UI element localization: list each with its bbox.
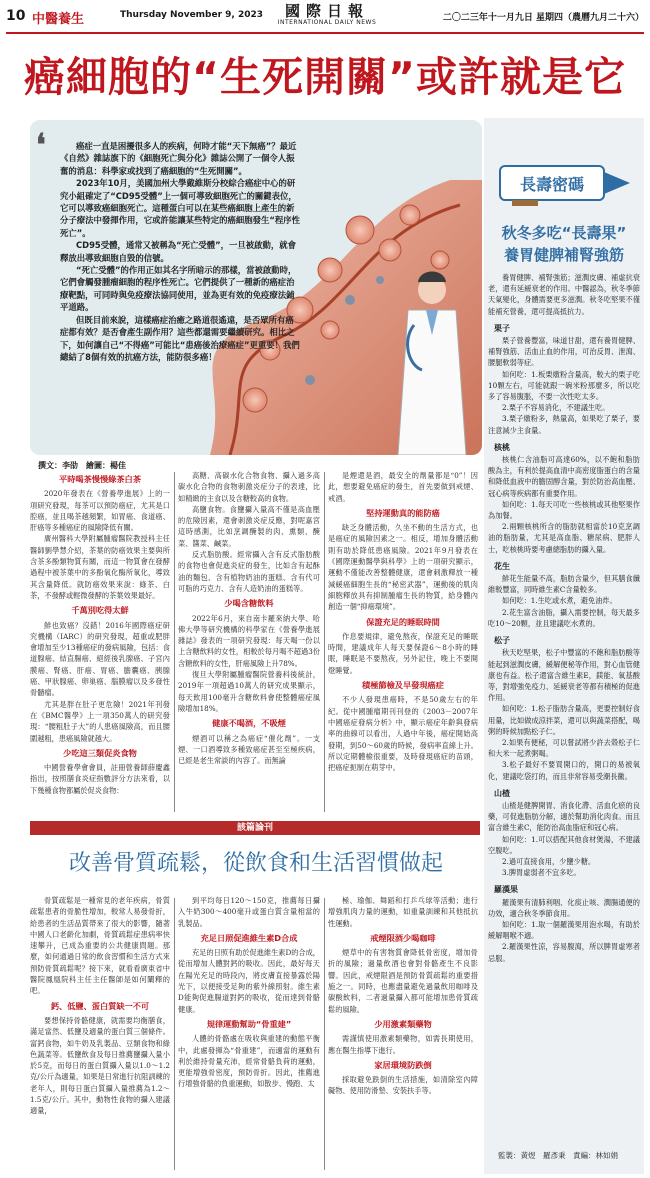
paragraph: 中國營養學會會員，註冊營養師薛慶鑫指出，按照膳食炎症指數評分方法來看，以下幾種食物都屬於促炎食物： <box>30 763 170 795</box>
right-sections <box>488 323 640 964</box>
right-title-1: 秋冬多吃“長壽果” <box>501 224 627 242</box>
header-rule <box>6 32 644 34</box>
right-title-2: 養胃健脾補腎強筋 <box>503 246 624 264</box>
date-english: Thursday November 9, 2023 <box>120 10 264 20</box>
page-header <box>0 0 650 36</box>
article-column-3 <box>328 470 478 815</box>
paragraph: 煙草中的有害物質會降低骨密度，增加骨折的風險；過量飲酒也會對骨骼產生不良影響。因此，戒煙限酒是預防骨質疏鬆的重要措施之一。同時，也應盡量避免過量飲用咖啡及碳酸飲料，二者過量攝入都可能增加患骨質疏鬆的風險。 <box>328 948 478 1014</box>
right-paragraph: 2.花生富含油脂，攝入需要控制，每天最多吃10～20顆，並且建議吃水煮的。 <box>488 607 640 628</box>
bottom-column-1 <box>30 895 170 1173</box>
right-paragraph: 如何吃：1.每天可吃一些核桃或其他堅果作為加餐。 <box>488 499 640 521</box>
paragraph: 作息要規律，避免熬夜，保證充足的睡眠時間，建議成年人每天要保證6～8小時的睡眠，睡眠是不要熬夜，另外記住，晚上不要開燈睡覺。 <box>328 631 478 675</box>
subheading: 充足日照促進維生素D合成 <box>200 932 298 943</box>
right-paragraph: 如何吃：1.松子脂肪含量高，更要控制好食用量，比如做成涼拌菜，還可以與蔬菜搭配，喝粥的時候加點松子仁。 <box>488 704 640 736</box>
paragraph: 高鹽食物。食鹽攝入量高不僅是高血壓的危險因素，還會刺激炎症反應，對呢嘉宮這時感測，比如烹調醃製的肉、熏類、醃菜、醬菜、鹹菜。 <box>178 504 320 548</box>
paragraph: 是煙還是酒，最安全的劑量都是“0”！因此，想要避免癌症的發生，首先要做到戒煙、戒酒。 <box>328 471 478 503</box>
right-paragraph: 秋天吃堅果，松子中豐富的不飽和脂肪酸等能起到滋潤皮膚，緩解便秘等作用，對心血管健康也有益。松子還富含維生素E，鎂能、氧基酸等，對增強免疫力、延緩衰老等都有積極的促進作用。 <box>488 648 640 703</box>
section-band-label: 該篇論刊 <box>200 821 310 835</box>
column-divider <box>174 898 175 1170</box>
intro-paragraph: CD95受體，通常又被稱為“死亡受體”，一旦被啟動，就會釋放出導致細胞自毀的信號。 <box>60 240 297 263</box>
right-paragraph: 2.兩顆核桃所含的脂肪就相當於10克烹調油的脂肪量，尤其是高血脂、糖尿病、肥胖人士，吃核桃時要考慮總脂肪的攝入量。 <box>488 522 640 554</box>
right-paragraph: 2.羅漢果性涼，容易腹瀉，所以脾胃虛寒者忌服。 <box>488 942 640 963</box>
subheading: 健康不喝酒，不吸煙 <box>212 718 286 729</box>
right-subheading: 松子 <box>494 636 510 646</box>
right-intro: 養胃健脾、補腎強筋；滋潤皮膚、補虛抗衰老，還有延緩衰老的作用。中醫認為，秋冬季節天氣變化，身體需要更多滋潤。秋冬吃堅果不僅能補充營養，還可提高抵抗力。 <box>488 273 640 316</box>
paragraph: 充足的日照有助於促進維生素D的合成，從而增加人體對鈣的吸收。因此，最好每天在陽光充足的時段內，將皮膚直接暴露於陽光下，以便接受足夠的紫外線照射。維生素D能夠促進腸道對鈣的吸收，從而達到骨骼健康。 <box>178 948 320 1014</box>
paragraph: 鮮也致癌？沒錯！2016年國際癌症研究機構（IARC）的研究發現，超重或肥胖會增加至少13種癌症的發病風險，包括：食道腺癌、結直腸癌、絕經後乳腺癌、子宮內膜癌、腎癌、肝癌、胃癌、膽囊癌、胰腺癌、甲狀腺癌、卵巢癌、腦膜瘤以及多發性骨髓瘤。 <box>30 620 170 698</box>
paragraph: 骨質疏鬆是一種常見的老年疾病，骨質疏鬆患者的骨脆性增加，較常人易發骨折，給患者的生活品質帶來了很大的影響，隨著中國人口老齡化加劇，骨質疏鬆症患病率快速攀升，已成為重要的公共健康問題。那麼，如何通過日常的飲食習慣和生活方式來預防骨質疏鬆呢？接下來，就看看廣東省中醫院鳳凰院科主任主任醫師是如何闡釋的吧。 <box>30 896 170 996</box>
subheading: 家居環境防跌倒 <box>374 1059 432 1070</box>
right-paragraph: 栗子營養豐富，味道甘甜，還有養胃健脾、補腎強筋、活血止血的作用，可治反胃、泄瀉、腰腿軟弱等症。 <box>488 336 640 368</box>
paragraph: 2020年發表在《營養學進展》上的一項研究發現，每茶可以預防癌症，尤其是口腔癌，並且喝茶越頻繁，如胃癌、食道癌、肝癌等多種癌症的風險降低有關。 <box>30 489 170 533</box>
right-paragraph: 核桃仁含油脂可高達60%，以不飽和脂肪酸為主，有利於提高血清中高密度脂蛋白的含量和降低血液中的膽固醇含量，對於防治高血壓、冠心病等疾病都有重要作用。 <box>488 455 640 498</box>
subheading: 堅持運動真的能防癌 <box>366 507 440 518</box>
second-headline: 改善骨質疏鬆，從飲食和生活習慣做起 <box>68 851 443 876</box>
right-subheading: 栗子 <box>494 323 510 333</box>
paragraph: 採取避免跌倒的生活措施，如清除室內障礙物、使用防滑墊、安裝扶手等。 <box>328 1075 478 1096</box>
right-paragraph: 羅漢果有清肺利咽、化痰止咳、潤腸通便的功效，適合秋冬季節食用。 <box>488 897 640 918</box>
masthead-name: 國際日報 <box>284 2 369 20</box>
right-paragraph: 3.栗子燉粉多，熱量高，如果吃了栗子，要注意減少主食量。 <box>488 414 640 435</box>
intro-paragraph: 但既目前來說，這樣癌症治癒之路道很遙遠，是否眾所有癌症都有效？是否會產生副作用？這些都還需要繼續研究。相比之下，如何讓自己“不得癌”可能比“患癌後治療癌症”更重要！我們總結了8個有效的抗癌方法，能防很多癌！ <box>60 314 300 362</box>
feature-intro <box>60 140 300 363</box>
quote-mark-icon: ❛ <box>36 128 46 163</box>
paragraph: 煙酒可以稱之為癌症“催化劑”。一支煙、一口酒導致多種致癌症甚至至極疾病，已經是老生常談的內容了。而無論 <box>178 733 320 766</box>
paragraph: 需謹慎使用激素類藥物，如需長期使用，應在醫生指導下進行。 <box>328 1034 478 1055</box>
bottom-column-3 <box>328 895 478 1173</box>
paragraph: 極、瑜伽、舞蹈和打乒乓球等活動；進行增強肌肉力量的運動，如重量訓練和其他抵抗性運動。 <box>328 896 478 928</box>
subheading: 保證充足的睡眠時間 <box>366 616 440 627</box>
paragraph: 要想保持骨骼健康，就需要均衡膳食，滿足當然、低鹽及適量的蛋白質三個條件。富鈣食物，如牛奶及乳製品、豆類食物和綠色蔬菜等。低鹽飲食及每日推薦鹽攝入量小於5克，而每日的蛋白質攝入量以1.0～1.2克/公斤為適量，如果是日常進行抗阻訓練的老年人，則每日蛋白質攝入量推薦為1.2～1.5克/公斤。其中，動物性食物的攝入建議適量， <box>30 1015 170 1116</box>
right-subheading: 花生 <box>494 561 510 571</box>
right-paragraph: 鮮花生能量不高，脂肪含量少，但其膳食纖維較豐富，同時維生素C含量較多。 <box>488 574 640 595</box>
intro-paragraph: 癌症一直是困擾很多人的疾病，何時才能“天下無癌”？最近《自然》雜誌旗下的《細胞死亡與分化》雜誌公開了一個令人振奮的消息：科學家或找到了癌細胞的“生死開關”。 <box>60 141 297 176</box>
bottom-column-2 <box>178 895 320 1173</box>
byline: 撰文：李劭 繪圖：楊佳 <box>38 461 126 470</box>
right-paragraph: 山楂是健脾開胃、消食化滯、活血化瘀的良藥，可促進脂肪分解，適於幫助消化肉食。而且富含維生素C，能防治高血脂症和冠心病。 <box>488 800 640 833</box>
right-paragraph: 如何吃：1.生吃或水煮，避免油炸。 <box>502 596 617 606</box>
paragraph: 尤其是胖在肚子更危險！2021年刊發在《BMC醫學》上一項350萬人的研究發現：“腰粗肚子大”的人患癌風險高，而且腰圍越粗，患癌風險就越大。 <box>30 699 170 743</box>
editor-credit: 監製：黃煜 羅彥秉 責編：林如娟 <box>498 1151 618 1160</box>
right-paragraph: 2.栗子不容易消化，不建議生吃。 <box>502 403 610 413</box>
paragraph: 人體的骨骼處在吸收與重建的動態平衡中，此處發揮為“骨重建”，而適當的運動有利於維持骨量充沛，經常骨骼負荷的運動，更能增強骨密度，預防骨折。因此，推薦進行增強骨骼的負重運動，如散步、慢跑、太 <box>178 1034 320 1089</box>
intro-paragraph: 2023年10月，美國加州大學戴維斯分校綜合癌症中心的研究小組確定了“CD95受體”上一個可導致細胞死亡的關鍵表位，它可以導致癌細胞死亡。這種蛋白可以在某些癌細胞上產生的新分子療法中發揮作用，它或許能讓某些特定的癌細胞發生“程序性死亡”。 <box>60 178 301 238</box>
masthead <box>252 3 402 26</box>
paragraph: 到平均每日120～150克，推薦每日攝入牛奶300～400毫升或蛋白質含量相當的乳製品。 <box>178 896 320 928</box>
subheading: 積極篩檢及早發現癌症 <box>362 680 444 691</box>
paragraph: 不少人發現患癌時，不是50歲左右的年紀。從中國腫瘤期刊刊登的《2003－2007年中國癌症發病分析》中，顯示癌症年齡與發病率的曲線可以看出，人過中年後，癌症開始高發期，到50～60歲的時候，發病率直線上升。所以定期體檢很重要，及時發現癌症的苗頭，把癌症扼制在萌芽中。 <box>328 695 478 773</box>
right-subheading: 羅漢果 <box>494 885 518 895</box>
right-paragraph: 2.過可直接食用，少鹽少糖。 <box>502 856 596 866</box>
paragraph: 2022年6月，來自南卡羅來納大學、哈佛大學等研究機構的科學家在《營養學進展雜誌》發表的一項研究發現：每天喝一份以上含糖飲料的女性，相較於每月喝不超過3份含糖飲料的女性，肝癌風險上升78%。 <box>178 613 320 668</box>
intro-paragraph: “死亡受體”的作用正如其名字所暗示的那樣，當被啟動時，它們會觸發腫瘤細胞的程序性死亡。它們提供了一種新的癌症治療靶點，可同時與免疫療法協同使用，並為更有效的免疫療法鋪平道路。 <box>60 265 297 313</box>
right-paragraph: 3.脾胃虛弱者不宜多吃。 <box>502 868 581 878</box>
paragraph: 廣州醫科大學附屬腫瘤醫院教授科主任醫師劉學慧介紹，茶葉的防癌效果主要與所含茶多酚類物質有關，而這一物質會在發酵過程中被茶葉中的多酚氧化酶所氧化，導致其含量降低。就防癌效果來說：綠茶、白茶，不發酵或輕微發酵的茶葉效果最好。 <box>30 534 170 600</box>
right-paragraph: 3.松子最好不要買開口的，開口的易被氧化，建議吃袋打的，而且非常容易受潮長黴。 <box>488 760 640 781</box>
subheading: 少用激素類藥物 <box>374 1018 432 1029</box>
masthead-english: INTERNATIONAL DAILY NEWS <box>277 19 377 26</box>
section-name: 中醫養生 <box>32 12 85 27</box>
subheading: 少吃這三類促炎食物 <box>63 747 137 758</box>
longevity-banner <box>498 160 638 208</box>
subheading: 千萬別吃得太鮮 <box>71 605 129 616</box>
article-column-1 <box>30 470 170 815</box>
right-paragraph: 如何吃：1.取一個羅漢果用泡水喝，有助於緩解咽喉不適。 <box>488 919 640 941</box>
headline: 癌細胞的“生死開關”或許就是它 <box>24 53 626 101</box>
right-paragraph: 如何吃：1.板栗燉粉含量高，較大的栗子吃10顆左右，可能就跟一碗米粉那麼多，所以吃多了容易腹脹，不要一次性吃太多。 <box>488 369 640 402</box>
subheading: 平時喝茶慢慢綠茶白茶 <box>59 474 141 484</box>
subheading: 少喝含糖飲料 <box>224 598 274 609</box>
article-column-2 <box>178 470 320 815</box>
banner-text: 長壽密碼 <box>519 175 585 194</box>
right-column <box>488 272 640 964</box>
subheading: 規律運動幫助“骨重建” <box>206 1018 292 1029</box>
column-divider <box>324 898 325 1170</box>
right-subheading: 山楂 <box>494 788 510 798</box>
right-paragraph: 如何吃：1.可以搭配其他食材煲湯，不建議空腹吃。 <box>488 834 640 855</box>
paragraph: 復旦大學附屬腫瘤醫院營養科後統計，2019年一項超過10萬人的研究成果顯示，每天飲用100毫升含糖飲料會使整體癌症風險增加18%。 <box>178 670 320 713</box>
date-chinese: 二〇二三年十一月九日 星期四（農曆九月二十六） <box>442 13 644 23</box>
column-divider <box>324 472 325 812</box>
right-subheading: 核桃 <box>494 442 510 452</box>
subheading: 鈣、低鹽、蛋白質缺一不可 <box>50 1000 150 1011</box>
paragraph: 高糖、高碳水化合物食物、攝入過多高碳水化合物的食物刺激炎症分子的表達，比如精緻的主食以及含糖較高的食物。 <box>178 471 320 503</box>
paragraph: 反式脂肪酸。經常攝入含有反式脂肪酸的食物也會促進炎症的發生，比如含有起酥油的麵包、含有植物奶油的蛋糕、含有代可可脂的巧克力、含有人造奶油的蛋糕等。 <box>178 550 320 593</box>
paragraph: 缺乏身體活動，久坐不動的生活方式，也是癌症的風險因素之一。相反，增加身體活動則有助於降低患癌風險。2021年9月發表在《國際運動醫學與科學》上的一項研究顯示，運動不僅能改善整體健康，還會刺激釋放一種減緩癌細胞生長的“秘密武器”，運動後的肌肉細胞釋放具有抑制腫瘤生長的物質，給身體內創造一個“抑癌環境”。 <box>328 523 478 612</box>
column-divider <box>174 472 175 812</box>
subheading: 戒煙限酒少喝咖啡 <box>370 932 436 943</box>
right-paragraph: 2.如果有便秘，可以嘗試將少許去殼松子仁和大米一起煮粥喝。 <box>488 737 640 759</box>
page-number: 10 <box>6 8 26 24</box>
